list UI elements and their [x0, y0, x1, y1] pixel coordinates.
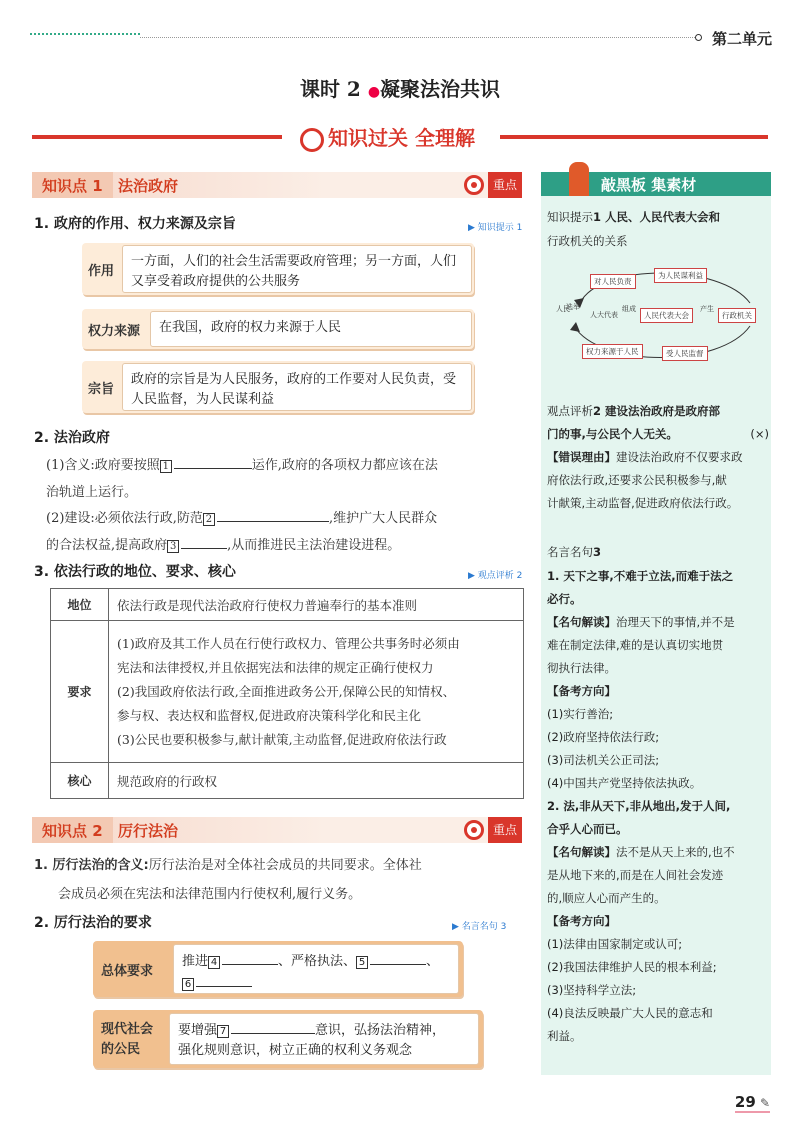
diagram-top2: 为人民谋利益	[654, 268, 707, 283]
pencil-icon: ✎	[755, 1096, 770, 1110]
kp1-tag: 重点	[488, 172, 522, 198]
citizen-key: 现代社会 的公民	[101, 1022, 154, 1057]
row-core-value: 规范政府的行政权	[109, 763, 524, 799]
row-require-value: (1)政府及其工作人员在行使行政权力、管理公共事务时必须由 宪法和法律授权,并且依据宪法和法律的规定正确行使权力 (2)我国政府依法行政,全面推进政务公开,保障公民的知情权、 参与权、表达权和监督权,促进政府决策科学化和民主化 (3)公民也要积极参与,献计献策,主动监督,促进政府依法行政	[109, 621, 524, 763]
kp2-label: 知识点 2	[32, 817, 113, 843]
tip2-b: 门的事,与公民个人无关。 (×)	[547, 427, 769, 441]
diagram-people: 人民	[556, 305, 570, 313]
overall-key: 总体要求	[101, 964, 154, 979]
row-position-value: 依法行政是现代法治政府行使权力普遍奉行的基本准则	[109, 589, 524, 621]
unit-label: 第二单元	[711, 30, 772, 48]
header-line	[140, 37, 695, 38]
tip1-b: 行政机关的关系	[547, 234, 628, 248]
kp2-s1-line2: 会成员必须在宪法和法律范围内行使权利,履行义务。	[58, 887, 362, 902]
diagram-admin: 行政机关	[718, 308, 756, 323]
kp1-s2-line1: (1)含义:政府要按照 1 运作,政府的各项权力都应该在法	[46, 452, 526, 479]
overall-value: 推进 4 、严格执法、 5 、 6	[173, 944, 459, 994]
banner-line-left	[32, 135, 282, 139]
kp1-label: 知识点 1	[32, 172, 113, 198]
kp1-header	[32, 172, 522, 198]
tip2: 观点评析2 建设法治政府是政府部	[547, 404, 721, 418]
kp2-s2-hint: ▶ 名言名句 3	[452, 919, 506, 932]
kp1-s1-title: 1. 政府的作用、权力来源及宗旨	[34, 216, 236, 232]
quote1: 1. 天下之事,不难于立法,而难于法之 必行。 【名句解读】治理天下的事情,并不是 难在制定法律,难的是认真切实地贯 彻执行法律。 【备考方向】 (1)实行善治; (2)政府坚持依法行政; (3)司法机关公正司法; (4)中国共产党坚持依法执政。 2. 法,非从天下,非从地出,发于人间, 合乎人心而已。 【名句解读】法不是从天上来的,也不 是从地下来的,而是在人间社会发迹 的,顺应人心而产生的。 【备考方向】 (1)法律由国家制定或认可; (2)我国法律维护人民的根本利益; (3)坚持科学立法; (4)良法反映最广大人民的意志和 利益。	[547, 569, 735, 1043]
tip3: 名言名句3	[547, 545, 602, 559]
tip2-reason: 【错误理由】建设法治政府不仅要求政 府依法行政,还要求公民积极参与,献 计献策,主动监督,促进政府依法行政。	[547, 450, 743, 510]
purpose-box	[82, 361, 474, 413]
source-value: 在我国，政府的权力来源于人民	[150, 311, 472, 347]
purpose-value: 政府的宗旨是为人民服务，政府的工作要对人民负责，受人民监督，为人民谋利益	[122, 363, 472, 411]
role-box	[82, 243, 474, 295]
kp1-s3-title: 3. 依法行政的地位、要求、核心	[34, 564, 236, 580]
row-core-key: 核心	[51, 763, 109, 799]
right-panel-header: 敲黑板 集素材	[541, 172, 771, 196]
kp1-s3-hint: ▶ 观点评析 2	[468, 568, 522, 581]
target-icon	[464, 175, 484, 195]
citizen-value: 要增强 7 意识，弘扬法治精神， 强化规则意识，树立正确的权利义务观念	[169, 1013, 479, 1065]
row-position-key: 地位	[51, 589, 109, 621]
citizen-box	[93, 1010, 483, 1068]
row-require-key: 要求	[51, 621, 109, 763]
kp2-s2-title: 2. 厉行法治的要求	[34, 915, 152, 931]
kp2-s1: 1. 厉行法治的含义:厉行法治是对全体社会成员的共同要求。全体社	[34, 858, 422, 873]
role-value: 一方面，人们的社会生活需要政府管理；另一方面，人们又享受着政府提供的公共服务	[122, 245, 472, 293]
kp1-title: 法治政府	[118, 177, 179, 195]
diagram-produce: 产生	[700, 305, 714, 313]
source-box	[82, 309, 474, 349]
kp2-header	[32, 817, 522, 843]
overall-box	[93, 941, 463, 997]
diagram-bot1: 权力来源于人民	[582, 344, 643, 359]
admin-table	[50, 588, 524, 799]
tip1: 知识提示1 人民、人民代表大会和	[547, 210, 721, 224]
diagram-rep: 人大代表	[590, 311, 618, 319]
banner-line-right	[500, 135, 768, 139]
header-dot	[695, 34, 702, 41]
purpose-key: 宗旨	[88, 382, 115, 397]
diagram-elect: 选举	[566, 303, 580, 311]
kp2-title: 厉行法治	[118, 822, 179, 840]
kp1-s2-line4: 的合法权益,提高政府 3 ,从而推进民主法治建设进程。	[46, 532, 526, 559]
role-key: 作用	[88, 264, 115, 279]
lesson-title: 课时 2 ●凝聚法治共识	[299, 77, 501, 101]
target-icon	[464, 820, 484, 840]
diagram-bot2: 受人民监督	[662, 346, 708, 361]
diagram-npc: 人民代表大会	[640, 308, 693, 323]
relation-diagram	[550, 258, 764, 368]
kp1-s1-hint: ▶ 知识提示 1	[468, 220, 522, 233]
diagram-form: 组成	[622, 305, 636, 313]
teacher-icon	[569, 162, 589, 196]
header-dots	[30, 33, 140, 41]
kp1-s2-line2: 治轨道上运行。	[46, 485, 138, 500]
swirl-icon	[300, 128, 324, 152]
kp1-s2-line3: (2)建设:必须依法行政,防范 2 ,维护广大人民群众	[46, 505, 526, 532]
page-number: 29 ✎	[734, 1093, 770, 1111]
source-key: 权力来源	[88, 324, 141, 339]
banner-title: 知识过关 全理解	[300, 122, 475, 152]
kp2-tag: 重点	[488, 817, 522, 843]
kp1-s2-title: 2. 法治政府	[34, 430, 110, 446]
diagram-top1: 对人民负责	[590, 274, 636, 289]
